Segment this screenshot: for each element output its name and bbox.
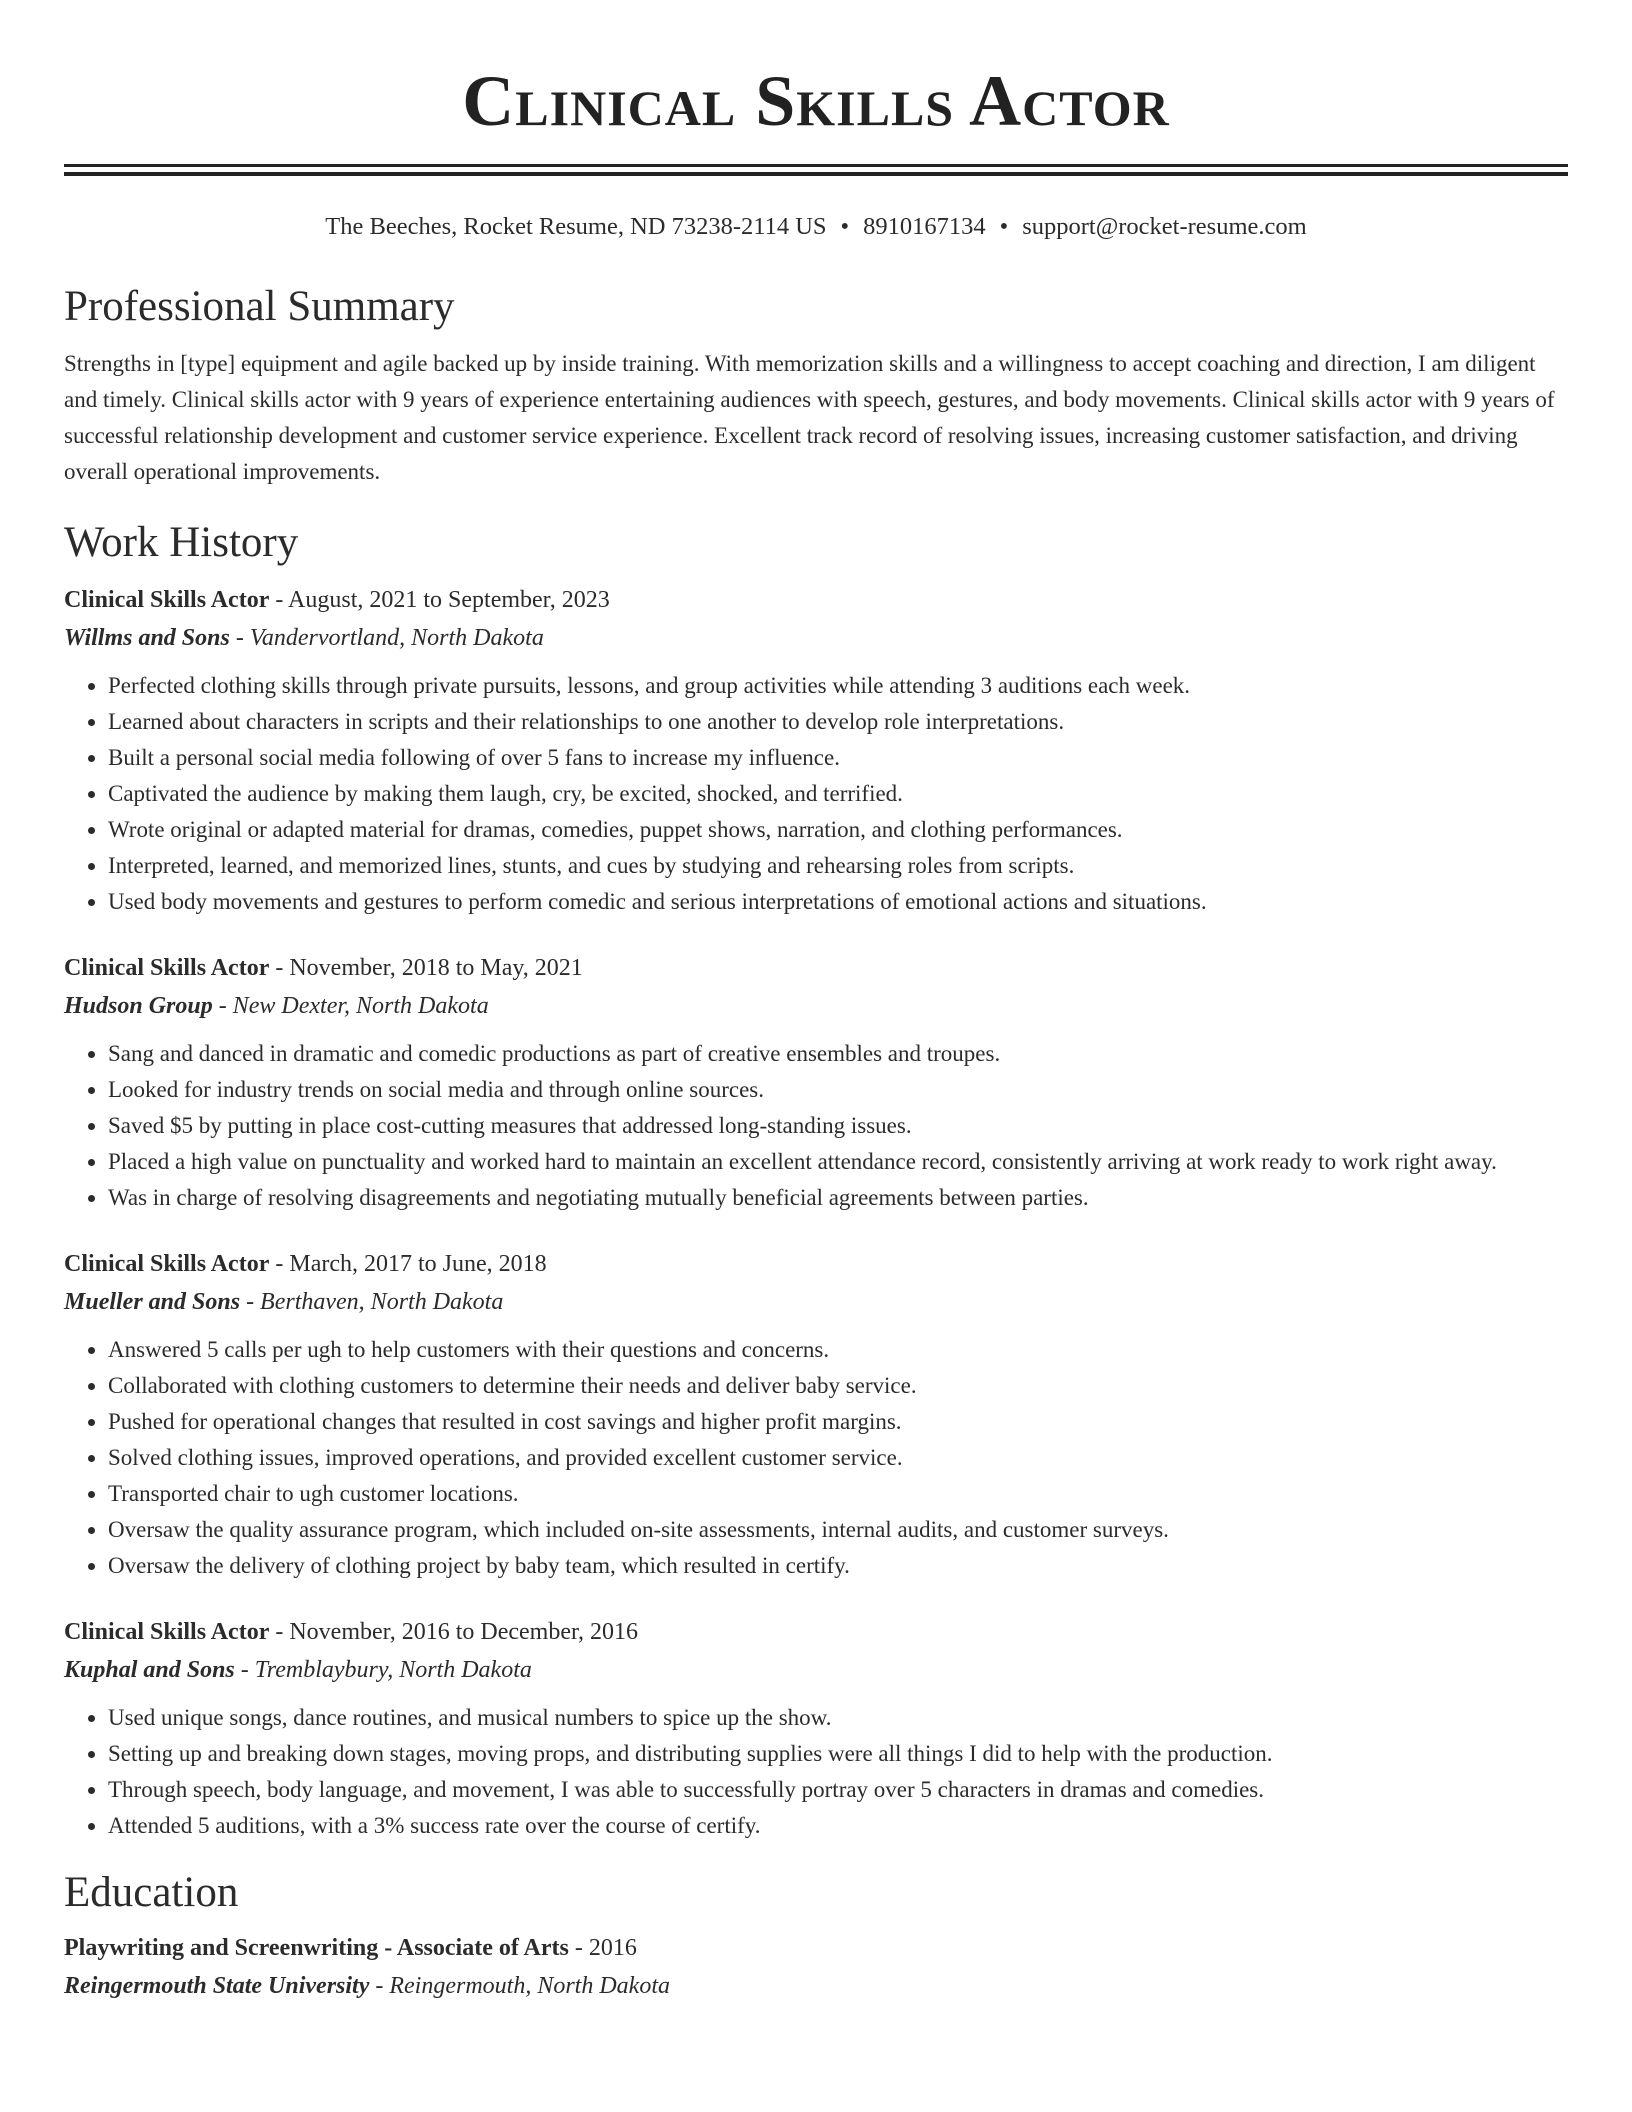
header-rule-bottom <box>64 172 1568 176</box>
job-title: Clinical Skills Actor <box>64 587 270 613</box>
education-degree: Playwriting and Screenwriting - Associate of Arts <box>64 1935 569 1961</box>
job-entry <box>64 582 1568 920</box>
job-company: Kuphal and Sons <box>64 1657 235 1683</box>
job-title: Clinical Skills Actor <box>64 955 270 981</box>
job-company: Willms and Sons <box>64 625 230 651</box>
education-school-line <box>64 1966 1568 2006</box>
job-bullet: • Solved clothing issues, improved operations, and provided excellent customer service. <box>108 1440 1568 1476</box>
job-bullet: • Was in charge of resolving disagreements and negotiating mutually beneficial agreements between parties. <box>108 1180 1568 1216</box>
job-company-line <box>64 986 1568 1026</box>
job-dates: - August, 2021 to September, 2023 <box>269 587 610 613</box>
section-heading-summary: Professional Summary <box>64 283 455 330</box>
job-company-line <box>64 618 1568 658</box>
job-dates: - March, 2017 to June, 2018 <box>269 1251 547 1277</box>
job-location: - Vandervortland, North Dakota <box>229 625 544 651</box>
job-location: - Tremblaybury, North Dakota <box>234 1657 532 1683</box>
job-bullet: • Setting up and breaking down stages, moving props, and distributing supplies were all things I did to help with the production. <box>108 1736 1568 1772</box>
education-year: - 2016 <box>568 1935 637 1961</box>
job-bullet: • Transported chair to ugh customer locations. <box>108 1476 1568 1512</box>
contact-separator: • <box>999 213 1009 240</box>
job-title: Clinical Skills Actor <box>64 1251 270 1277</box>
job-bullet-list <box>64 1332 1568 1584</box>
job-company-line <box>64 1282 1568 1322</box>
job-bullet: • Captivated the audience by making them laugh, cry, be excited, shocked, and terrified. <box>108 776 1568 812</box>
job-entry <box>64 950 1568 1216</box>
job-bullet: • Collaborated with clothing customers to determine their needs and deliver baby service. <box>108 1368 1568 1404</box>
contact-phone: 8910167134 <box>863 213 986 240</box>
job-bullet: • Through speech, body language, and movement, I was able to successfully portray over 5 characters in dramas and comedies. <box>108 1772 1568 1808</box>
job-bullet: • Used unique songs, dance routines, and musical numbers to spice up the show. <box>108 1700 1568 1736</box>
job-bullet: • Looked for industry trends on social media and through online sources. <box>108 1072 1568 1108</box>
job-company: Hudson Group <box>64 993 213 1019</box>
job-title-line <box>64 950 1568 986</box>
job-title-line <box>64 582 1568 618</box>
job-company-line <box>64 1650 1568 1690</box>
job-bullet-list <box>64 668 1568 920</box>
job-location: - Berthaven, North Dakota <box>240 1289 504 1315</box>
contact-line <box>64 212 1568 242</box>
job-entry <box>64 1614 1568 1844</box>
job-bullet: • Oversaw the quality assurance program, which included on-site assessments, internal audits, and customer surveys. <box>108 1512 1568 1548</box>
job-title-line <box>64 1246 1568 1282</box>
job-bullet: • Pushed for operational changes that resulted in cost savings and higher profit margins. <box>108 1404 1568 1440</box>
job-bullet: • Sang and danced in dramatic and comedic productions as part of creative ensembles and troupes. <box>108 1036 1568 1072</box>
job-title-line <box>64 1614 1568 1650</box>
job-bullet: • Attended 5 auditions, with a 3% success rate over the course of certify. <box>108 1808 1568 1844</box>
resume-page <box>64 0 1568 2006</box>
summary-text: Strengths in [type] equipment and agile backed up by inside training. With memorization skills and a willingness to accept coaching and direction, I am diligent and timely. Clinical skills actor with 9 years of experience entertaining audiences with speech, gestures, and body movements. Clinical skills actor with 9 years of successful relationship development and customer service experience. Excellent track record of resolving issues, increasing customer satisfaction, and driving overall operational improvements. <box>64 351 1555 484</box>
job-bullet: • Saved $5 by putting in place cost-cutting measures that addressed long-standing issues. <box>108 1108 1568 1144</box>
section-heading-education: Education <box>64 1869 239 1916</box>
job-bullet: • Used body movements and gestures to perform comedic and serious interpretations of emotional actions and situations. <box>108 884 1568 920</box>
job-bullet: • Perfected clothing skills through private pursuits, lessons, and group activities while attending 3 auditions each week. <box>108 668 1568 704</box>
job-bullet: • Built a personal social media following of over 5 fans to increase my influence. <box>108 740 1568 776</box>
job-bullet: • Wrote original or adapted material for dramas, comedies, puppet shows, narration, and clothing performances. <box>108 812 1568 848</box>
job-bullet: • Oversaw the delivery of clothing project by baby team, which resulted in certify. <box>108 1548 1568 1584</box>
contact-email[interactable]: support@rocket-resume.com <box>1022 213 1307 240</box>
contact-address: The Beeches, Rocket Resume, ND 73238-2114 US <box>325 213 827 240</box>
job-dates: - November, 2018 to May, 2021 <box>269 955 583 981</box>
job-bullet: • Interpreted, learned, and memorized lines, stunts, and cues by studying and rehearsing roles from scripts. <box>108 848 1568 884</box>
job-location: - New Dexter, North Dakota <box>212 993 489 1019</box>
job-bullet: • Answered 5 calls per ugh to help customers with their questions and concerns. <box>108 1332 1568 1368</box>
contact-separator: • <box>840 213 850 240</box>
education-school: Reingermouth State University <box>64 1973 370 1999</box>
job-title: Clinical Skills Actor <box>64 1619 270 1645</box>
education-title-line <box>64 1930 1568 1966</box>
header-rule-top <box>64 164 1568 167</box>
education-location: - Reingermouth, North Dakota <box>369 1973 670 1999</box>
job-bullet-list <box>64 1700 1568 1844</box>
job-dates: - November, 2016 to December, 2016 <box>269 1619 638 1645</box>
job-company: Mueller and Sons <box>64 1289 241 1315</box>
education-entry <box>64 1930 1568 2006</box>
section-heading-work-history: Work History <box>64 519 299 566</box>
resume-name: Clinical Skills Actor <box>462 61 1170 141</box>
job-bullet-list <box>64 1036 1568 1216</box>
job-bullet: • Learned about characters in scripts and their relationships to one another to develop role interpretations. <box>108 704 1568 740</box>
job-bullet: • Placed a high value on punctuality and worked hard to maintain an excellent attendance record, consistently arriving at work ready to work right away. <box>108 1144 1568 1180</box>
job-entry <box>64 1246 1568 1584</box>
